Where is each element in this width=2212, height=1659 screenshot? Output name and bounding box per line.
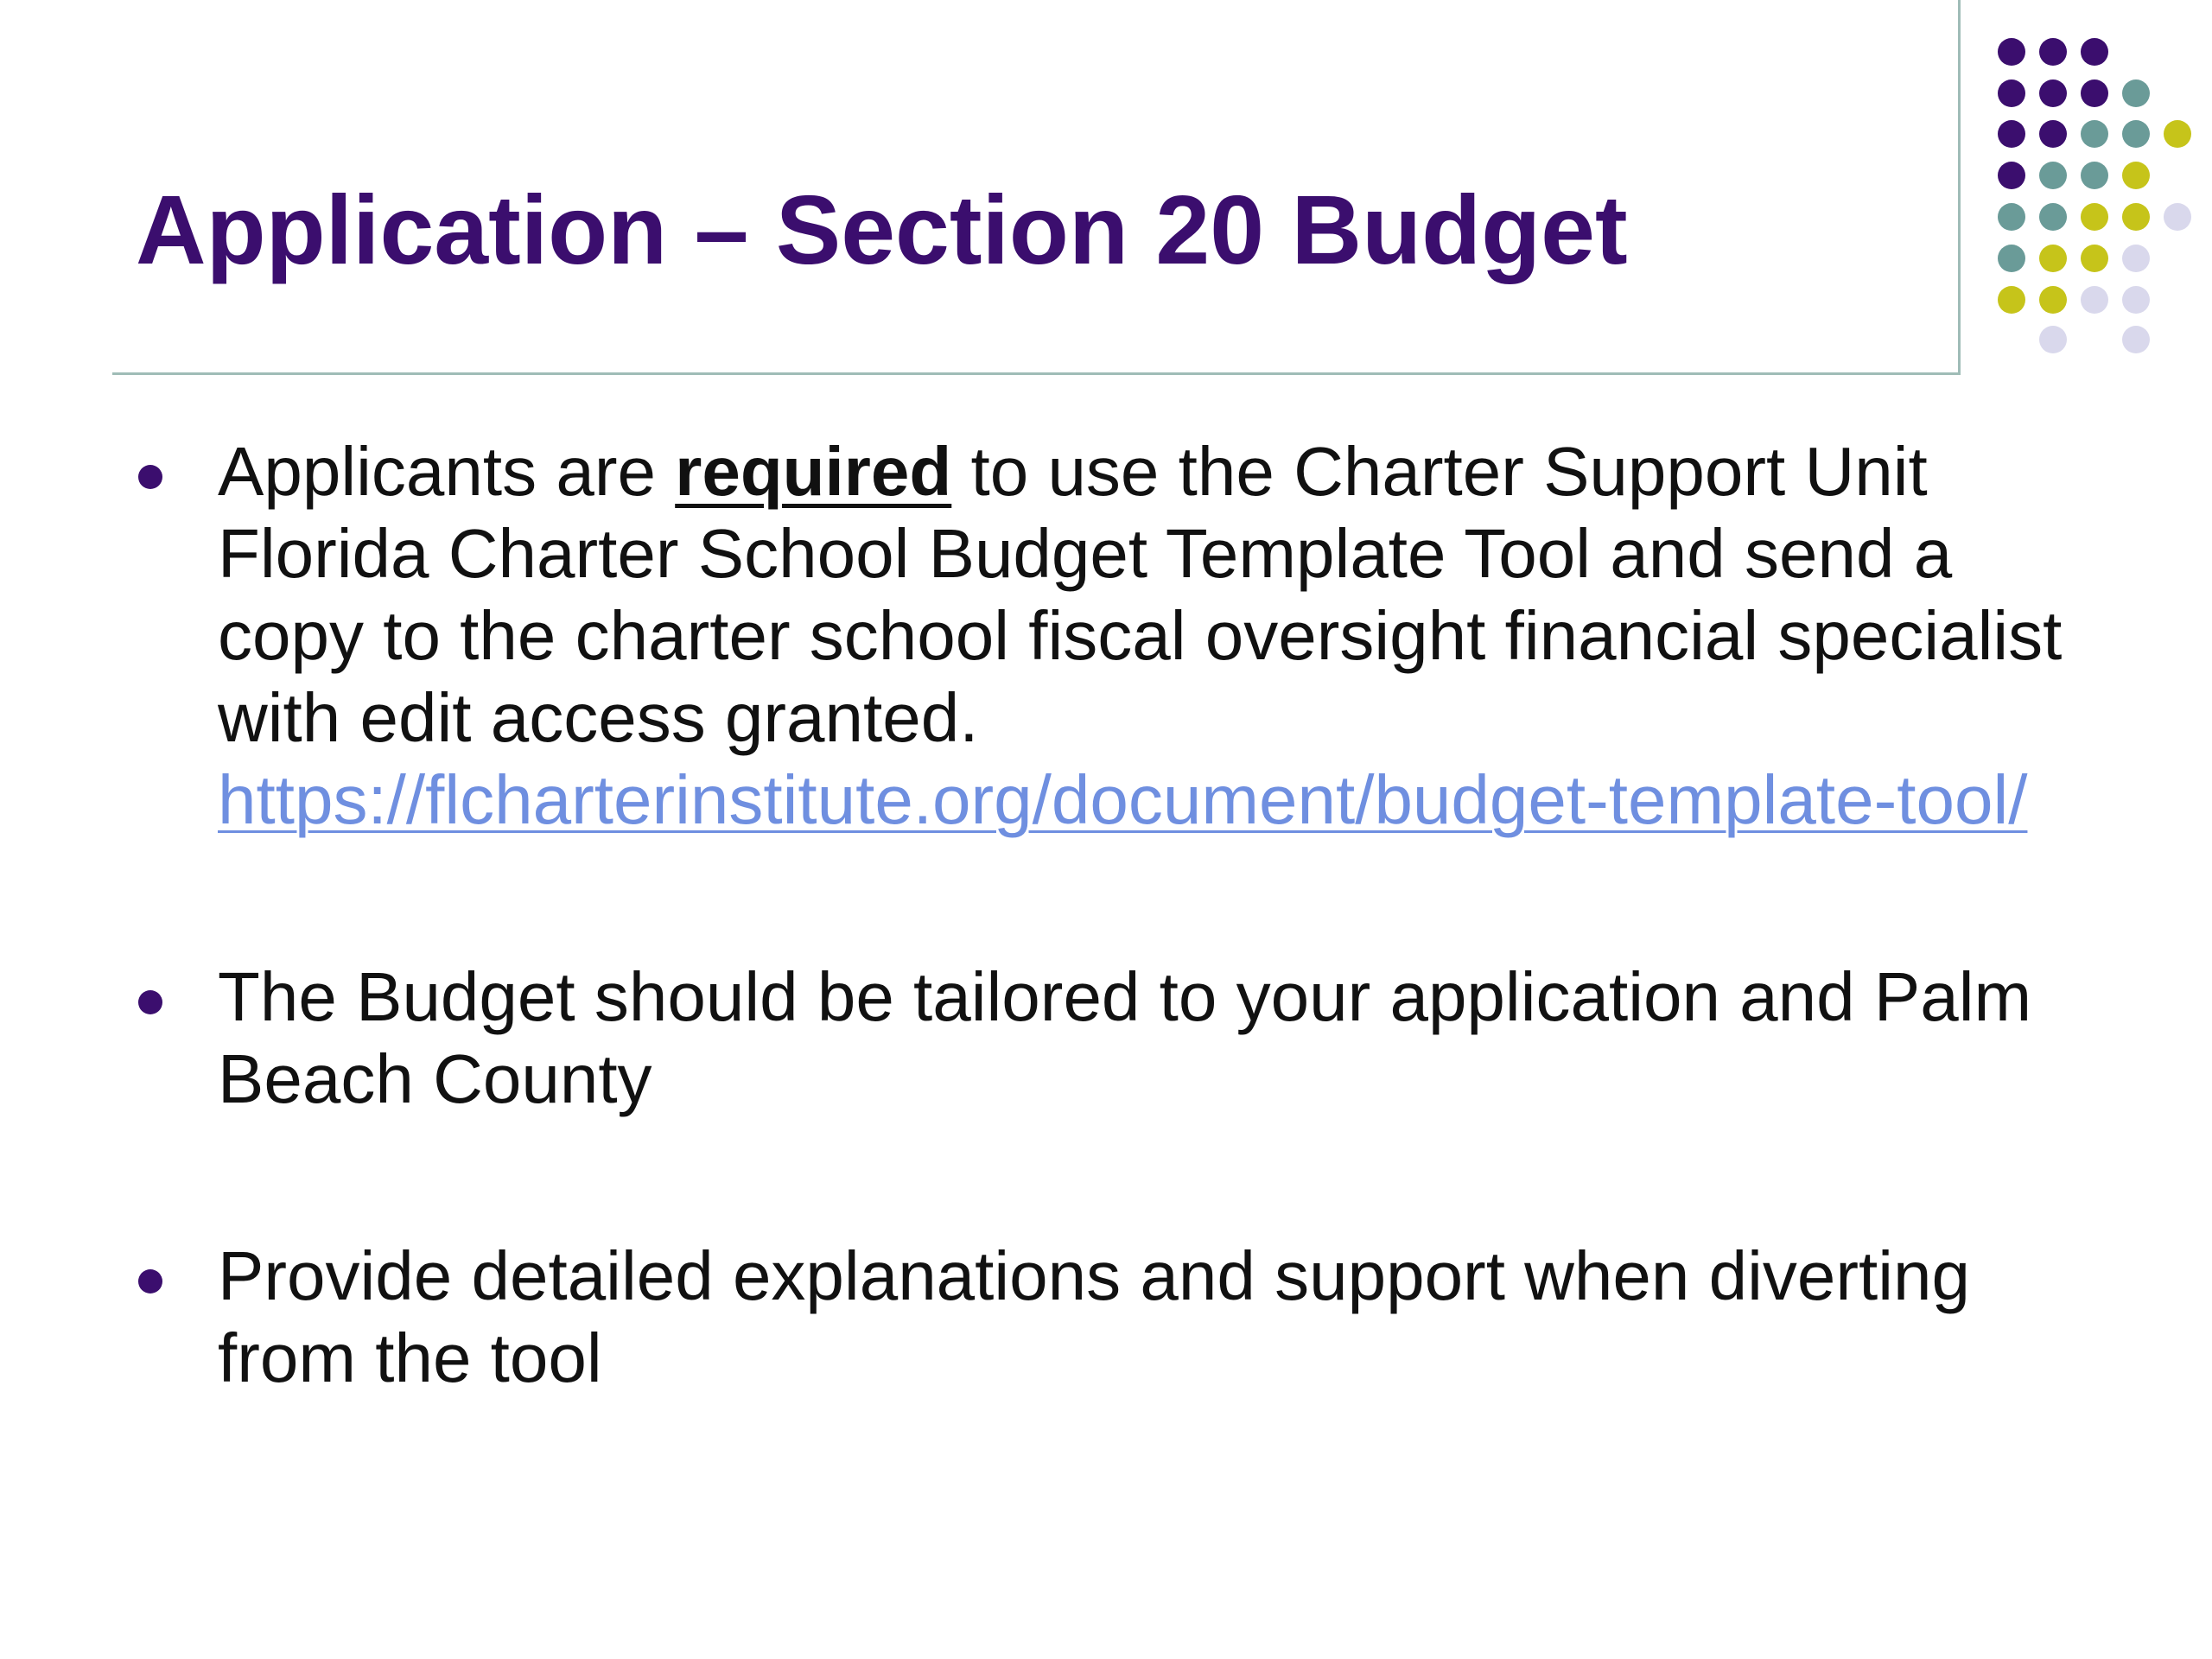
bullet-item-tailored-budget [130, 956, 2082, 1120]
decorative-dot [2039, 162, 2067, 189]
decorative-dot [2122, 245, 2150, 272]
decorative-dot [2081, 162, 2108, 189]
decorative-dot [1998, 38, 2025, 66]
decorative-dot [2039, 203, 2067, 231]
decorative-dot [2081, 79, 2108, 107]
bullet-item-required-tool [130, 430, 2082, 841]
decorative-dot [1998, 79, 2025, 107]
bullet-list [130, 430, 2082, 1399]
decorative-dot [2039, 79, 2067, 107]
decorative-dot [2039, 326, 2067, 353]
bullet-marker-icon [138, 990, 162, 1014]
decorative-dot [2039, 286, 2067, 314]
decorative-dot [2122, 120, 2150, 148]
decorative-dot [2081, 120, 2108, 148]
bullet-emphasis-required: required [675, 433, 952, 510]
decorative-dot [2122, 79, 2150, 107]
decorative-dot [2164, 203, 2191, 231]
bullet-marker-icon [138, 465, 162, 489]
title-divider-horizontal [112, 372, 1960, 375]
bullet-text: Provide detailed explanations and support when diverting from the tool [218, 1237, 1971, 1396]
decorative-dot [2081, 286, 2108, 314]
decorative-dot [1998, 203, 2025, 231]
decorative-dot [2122, 203, 2150, 231]
title-divider-vertical [1958, 0, 1961, 375]
decorative-dot [1998, 286, 2025, 314]
slide-title: Application – Section 20 Budget [136, 175, 1628, 284]
decorative-dot [2122, 162, 2150, 189]
budget-template-tool-link[interactable]: https://flcharterinstitute.org/document/budget-template-tool/ [218, 761, 2028, 838]
decorative-dot [2081, 38, 2108, 66]
decorative-dot [2164, 120, 2191, 148]
decorative-dot [2039, 245, 2067, 272]
bullet-item-detailed-explanations [130, 1235, 2082, 1399]
decorative-dot [2122, 286, 2150, 314]
bullet-text-after: to use the Charter Support Unit Florida Charter School Budget Template Tool and send a copy to the charter school fiscal oversight financial specialist with edit access granted. [218, 433, 2063, 756]
decorative-dot [2081, 245, 2108, 272]
decorative-dot [1998, 120, 2025, 148]
bullet-text-before: Applicants are [218, 433, 676, 510]
bullet-marker-icon [138, 1269, 162, 1294]
decorative-dot [2122, 326, 2150, 353]
decorative-dot [1998, 162, 2025, 189]
decorative-dot [2039, 120, 2067, 148]
decorative-dot [2081, 203, 2108, 231]
decorative-dot [1998, 245, 2025, 272]
bullet-text: The Budget should be tailored to your application and Palm Beach County [218, 958, 2032, 1117]
decorative-dot [2039, 38, 2067, 66]
